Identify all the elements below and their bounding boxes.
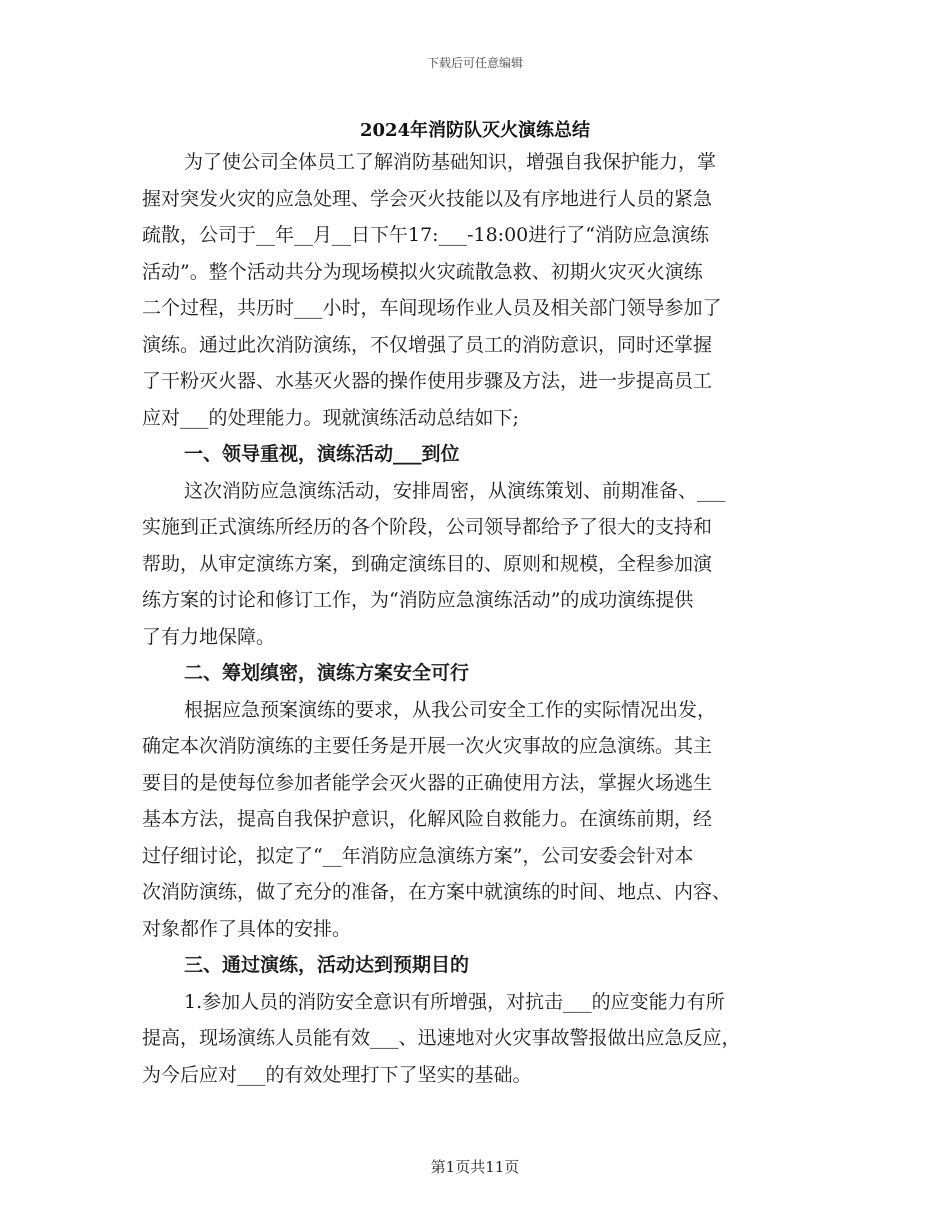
paragraph-line: 应对___的处理能力。现就演练活动总结如下; [142,406,519,429]
paragraph-line: 二个过程，共历时___小时，车间现场作业人员及相关部门领导参加了 [142,297,722,319]
paragraph-line: 了有力地保障。 [142,625,276,648]
paragraph-line: 根据应急预案演练的要求，从我公司安全工作的实际情况出发， [184,698,717,721]
document-title: 2024年消防队灭火演练总结 [359,120,591,141]
header-note: 下载后可任意编辑 [426,56,523,70]
paragraph-line: 了干粉灭火器、水基灭火器的操作使用步骤及方法，进一步提高员工 [142,370,713,392]
paragraph-line: 确定本次消防演练的主要任务是开展一次火灾事故的应急演练。其主 [142,735,713,757]
paragraph-line: 练方案的讨论和修订工作，为“消防应急演练活动”的成功演练提供 [142,589,694,611]
document-body [142,144,812,1093]
paragraph-line: 活动”。整个活动共分为现场模拟火灾疏散急救、初期火灾灭火演练 [142,260,703,283]
section-heading: 二、筹划缜密，演练方案安全可行 [184,662,470,684]
paragraph-line: 为今后应对___的有效处理打下了坚实的基础。 [142,1063,532,1086]
section-heading: 三、通过演练，活动达到预期目的 [184,954,470,976]
paragraph-line: 这次消防应急演练活动，安排周密，从演练策划、前期准备、___ [184,479,726,502]
paragraph-line: 提高，现场演练人员能有效___、迅速地对火灾事故警报做出应急反应， [142,1027,741,1049]
section-heading: 一、领导重视，演练活动___到位 [184,443,460,465]
paragraph-line: 握对突发火灾的应急处理、学会灭火技能以及有序地进行人员的紧急 [142,187,713,210]
paragraph-line: 实施到正式演练所经历的各个阶段，公司领导都给予了很大的支持和 [142,516,713,538]
paragraph-line: 1.参加人员的消防安全意识有所增强，对抗击___的应变能力有所 [184,990,725,1013]
paragraph-line: 帮助，从审定演练方案，到确定演练目的、原则和规模，全程参加演 [142,552,713,575]
paragraph-line: 演练。通过此次消防演练，不仅增强了员工的消防意识，同时还掌握 [142,333,713,356]
paragraph-line: 次消防演练，做了充分的准备，在方案中就演练的时间、地点、内容、 [142,881,732,903]
paragraph-line: 基本方法，提高自我保护意识，化解风险自救能力。在演练前期，经 [142,808,713,830]
paragraph-line: 要目的是使每位参加者能学会灭火器的正确使用方法，掌握火场逃生 [142,771,713,794]
paragraph-line: 对象都作了具体的安排。 [142,917,352,940]
paragraph-line: 疏散，公司于__年__月__日下午17:___-18:00进行了“消防应急演练 [142,224,709,246]
paragraph-line: 为了使公司全体员工了解消防基础知识，增强自我保护能力，掌 [184,151,717,173]
page-footer: 第1页共11页 [430,1158,520,1176]
paragraph-line: 过仔细讨论，拟定了“__年消防应急演练方案”，公司安委会针对本 [142,844,694,867]
